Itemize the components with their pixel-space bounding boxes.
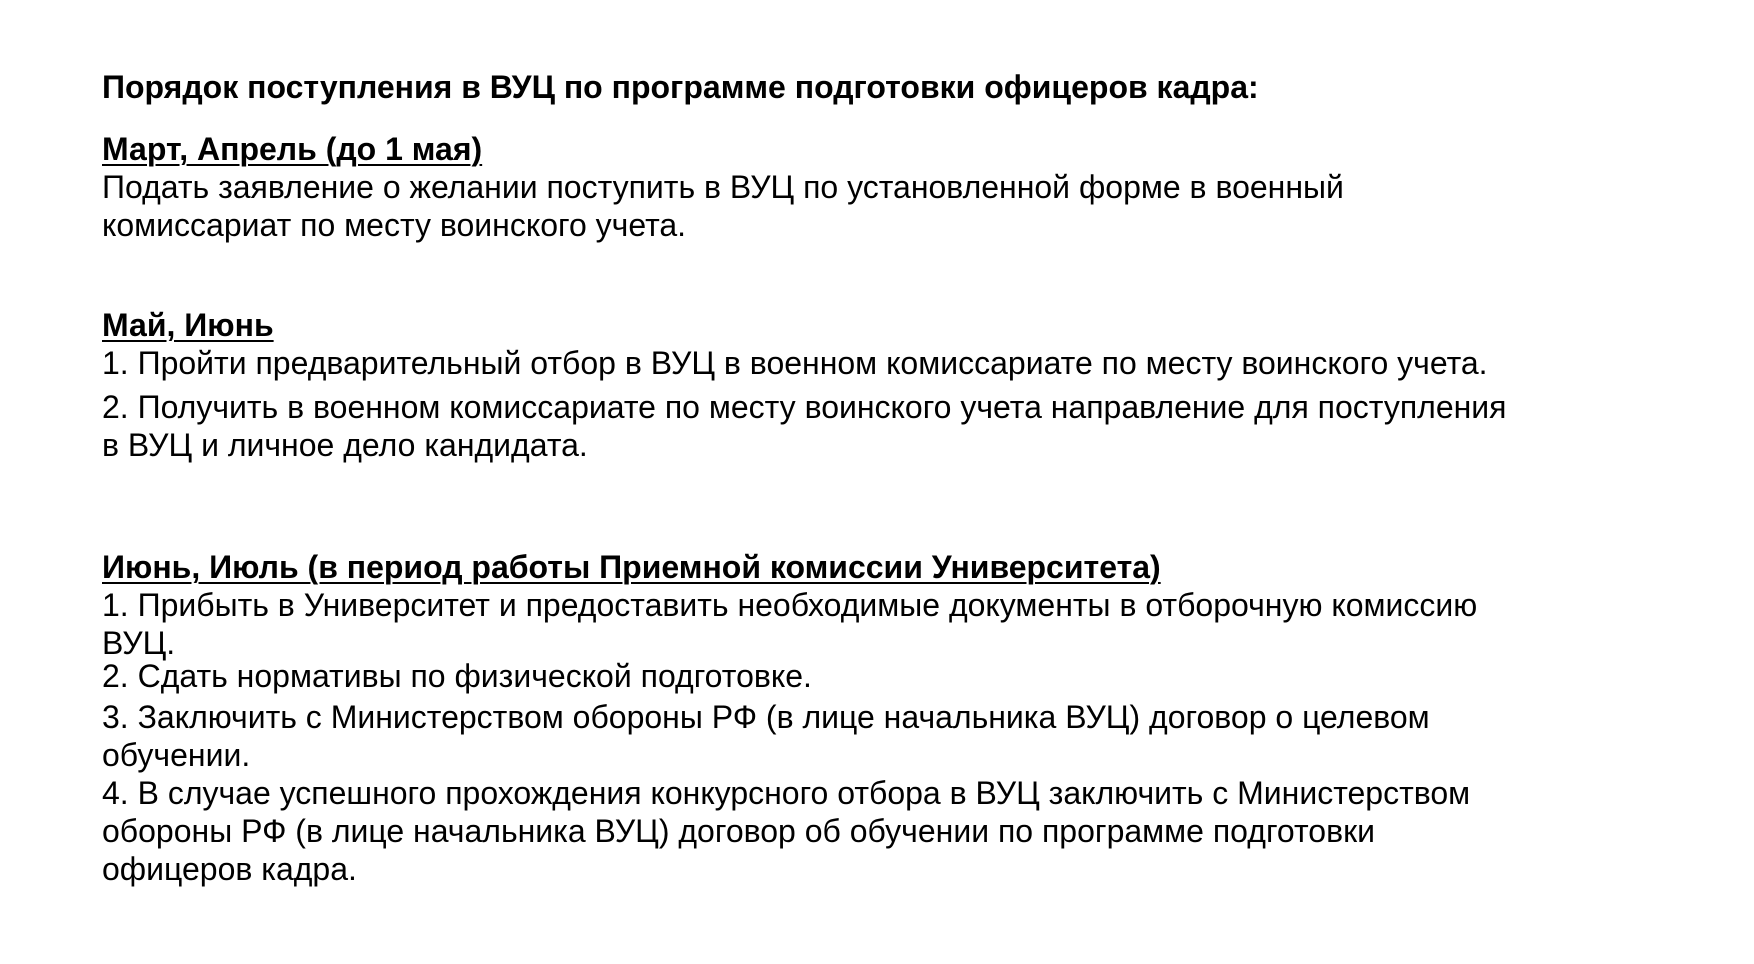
section-3-line-3: 2. Сдать нормативы по физической подготовке.	[102, 658, 812, 694]
section-heading-june-july: Июнь, Июль (в период работы Приемной комиссии Университета)	[102, 549, 1161, 585]
section-3-line-8: офицеров кадра.	[102, 851, 357, 887]
section-1-line-1: Подать заявление о желании поступить в ВУЦ по установленной форме в военный	[102, 169, 1344, 205]
section-3-line-5: обучении.	[102, 737, 251, 773]
document-title: Порядок поступления в ВУЦ по программе подготовки офицеров кадра:	[102, 69, 1259, 105]
section-2-line-1: 1. Пройти предварительный отбор в ВУЦ в военном комиссариате по месту воинского учета.	[102, 345, 1488, 381]
section-3-line-7: обороны РФ (в лице начальника ВУЦ) договор об обучении по программе подготовки	[102, 813, 1375, 849]
section-3-line-6: 4. В случае успешного прохождения конкурсного отбора в ВУЦ заключить с Министерством	[102, 775, 1471, 811]
section-3-line-4: 3. Заключить с Министерством обороны РФ (в лице начальника ВУЦ) договор о целевом	[102, 699, 1430, 735]
section-3-line-1: 1. Прибыть в Университет и предоставить необходимые документы в отборочную комиссию	[102, 587, 1478, 623]
section-3-line-2: ВУЦ.	[102, 625, 176, 661]
section-heading-may-june: Май, Июнь	[102, 307, 274, 343]
section-1-line-2: комиссариат по месту воинского учета.	[102, 207, 687, 243]
section-2-line-3: в ВУЦ и личное дело кандидата.	[102, 427, 588, 463]
section-2-line-2: 2. Получить в военном комиссариате по месту воинского учета направление для поступления	[102, 389, 1507, 425]
section-heading-march-april: Март, Апрель (до 1 мая)	[102, 131, 483, 167]
